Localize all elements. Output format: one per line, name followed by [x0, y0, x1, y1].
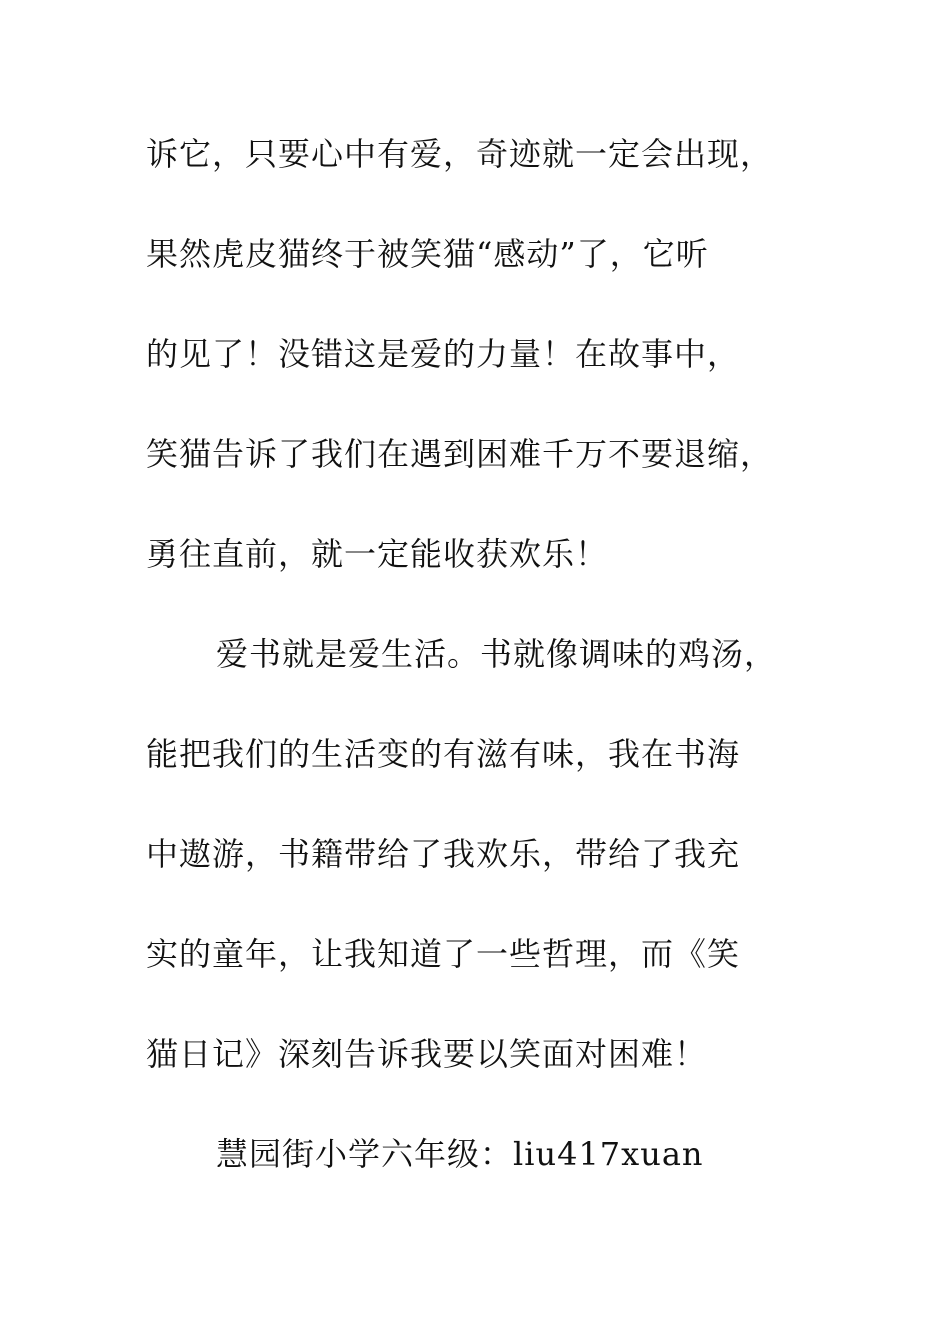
body-text — [146, 128, 826, 1228]
text-line: 能把我们的生活变的有滋有味，我在书海 — [146, 735, 741, 773]
paragraph-start-line: 爱书就是爱生活。书就像调味的鸡汤， — [216, 635, 778, 673]
text-line: 实的童年，让我知道了一些哲理，而《笑 — [146, 935, 741, 973]
text-line: 诉它，只要心中有爱，奇迹就一定会出现， — [146, 135, 774, 173]
text-line: 中遨游，书籍带给了我欢乐，带给了我充 — [146, 835, 741, 873]
text-line: 笑猫告诉了我们在遇到困难千万不要退缩， — [146, 435, 774, 473]
text-line: 勇往直前，就一定能收获欢乐！ — [146, 535, 609, 573]
text-line: 的见了！没错这是爱的力量！在故事中， — [146, 335, 741, 373]
text-line: 猫日记》深刻告诉我要以笑面对困难！ — [146, 1035, 708, 1073]
text-line: 果然虎皮猫终于被笑猫“感动”了，它听 — [146, 235, 709, 273]
author-signature: 慧园街小学六年级：liu417xuan — [216, 1135, 704, 1173]
